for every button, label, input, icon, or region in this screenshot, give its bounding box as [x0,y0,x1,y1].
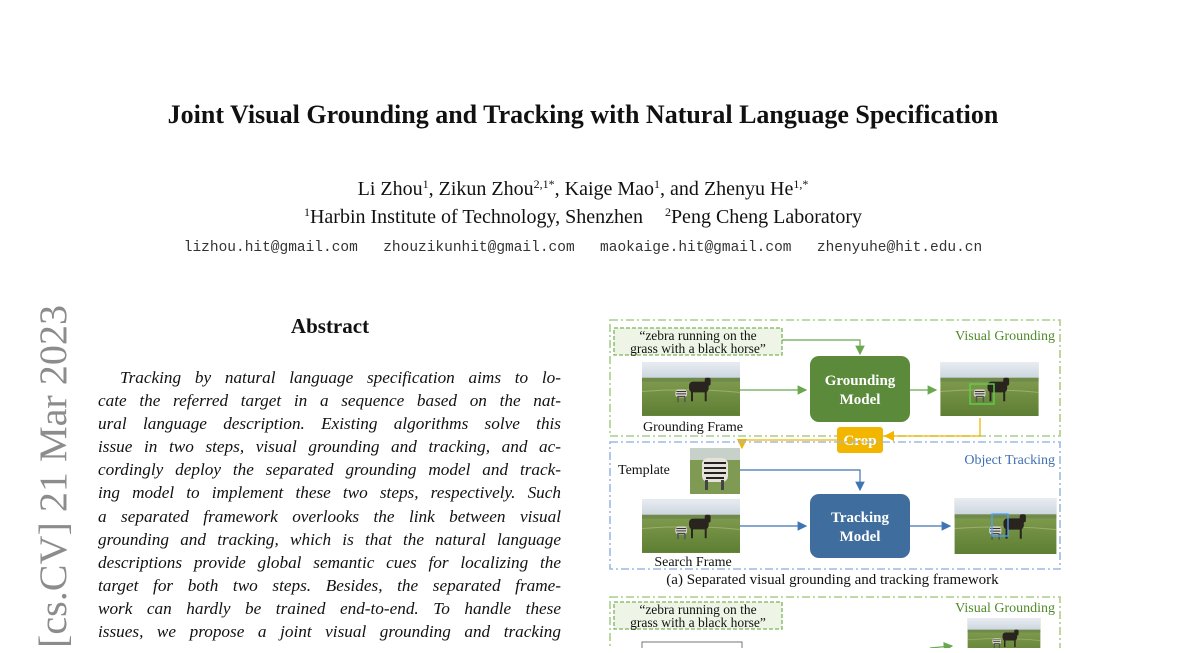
author-name: Li Zhou [357,178,423,200]
abstract-line: a separated framework overlooks the link between visual [98,506,561,526]
figure-caption: (a) Separated visual grounding and tracking framework [666,572,999,588]
author-emails: lizhou.hit@gmail.com zhouzikunhit@gmail.com maokaige.hit@gmail.com zhenyuhe@hit.edu.cn [183,240,983,256]
affiliation-name: Peng Cheng Laboratory [670,206,863,228]
search-frame-image [642,499,740,553]
query-text-line: grass with a black horse” [630,341,766,356]
object-tracking-label: Object Tracking [964,453,1055,468]
crop-label: Crop [843,433,877,449]
grounding-model-label: Model [839,392,881,408]
author-name: Zhenyu He [703,178,794,200]
abstract-heading: Abstract [290,314,370,338]
abstract-line: issues, we propose a joint visual grounding and tracking [98,622,561,642]
affil-mark: 2 [664,205,671,219]
affiliation-list [0,206,1166,229]
query-text-line-b: grass with a black horse” [630,615,766,630]
author-sep: , [428,178,439,200]
author-sep: , and [660,178,704,200]
tracking-model-label: Tracking [830,510,890,526]
author-affil-mark: 1,* [793,177,809,191]
author-affil-mark: 2,1* [533,177,555,191]
abstract-line: Tracking by natural language specification aims to lo- [120,368,561,387]
abstract-line: descriptions provide global semantic cues for localizing the [98,552,561,572]
template-arrow [740,470,860,490]
abstract-line: ing model to implement these two steps, respectively. Such [98,483,561,503]
paper-title: Joint Visual Grounding and Tracking with Natural Language Specification [167,100,999,129]
arxiv-stamp-text: [cs.CV] 21 Mar 2023 [32,314,75,648]
abstract-line: ural language description. Existing algorithms solve this [98,414,561,434]
search-frame-label: Search Frame [654,555,732,570]
author-affil-mark: 1 [422,177,429,191]
abstract-line: cate the referred target in a sequence based on the nat- [98,391,561,411]
abstract-body [98,366,561,643]
visual-grounding-label: Visual Grounding [955,329,1055,344]
abstract-line: issue in two steps, visual grounding and tracking, and ac- [98,437,561,457]
grounding-model-box [810,356,910,422]
query-text-line: “zebra running on the [639,328,757,343]
visual-grounding-label-b: Visual Grounding [955,601,1055,616]
author-name: Kaige Mao [564,178,655,200]
template-label: Template [618,463,670,478]
query-text-line-b: “zebra running on the [639,602,757,617]
arxiv-stamp [28,305,76,648]
panel-b-frame-partial [642,642,742,648]
tracking-model-box [810,494,910,558]
tracking-output-image [955,498,1057,554]
figure-1 [600,318,1070,648]
grounding-output-image [940,362,1038,416]
author-name: Zikun Zhou [438,178,534,200]
panel-b-output-image [968,618,1041,648]
abstract-line: cordingly deploy the separated grounding model and track- [98,460,561,480]
affil-mark: 1 [303,205,310,219]
grounding-model-label: Grounding [824,373,896,389]
abstract-line: work can hardly be trained end-to-end. To handle these [98,598,561,618]
abstract-line: grounding and tracking, which is that the natural language [98,529,561,549]
author-affil-mark: 1 [654,177,661,191]
abstract-line: target for both two steps. Besides, the separated frame- [98,575,561,595]
grounding-frame-image [642,362,740,416]
author-sep: , [554,178,565,200]
query-arrow [782,340,860,354]
grounding-frame-label: Grounding Frame [643,420,743,435]
affiliation-name: Harbin Institute of Technology, Shenzhen [309,206,643,228]
author-list [0,178,1166,201]
tracking-model-label: Model [839,529,881,545]
